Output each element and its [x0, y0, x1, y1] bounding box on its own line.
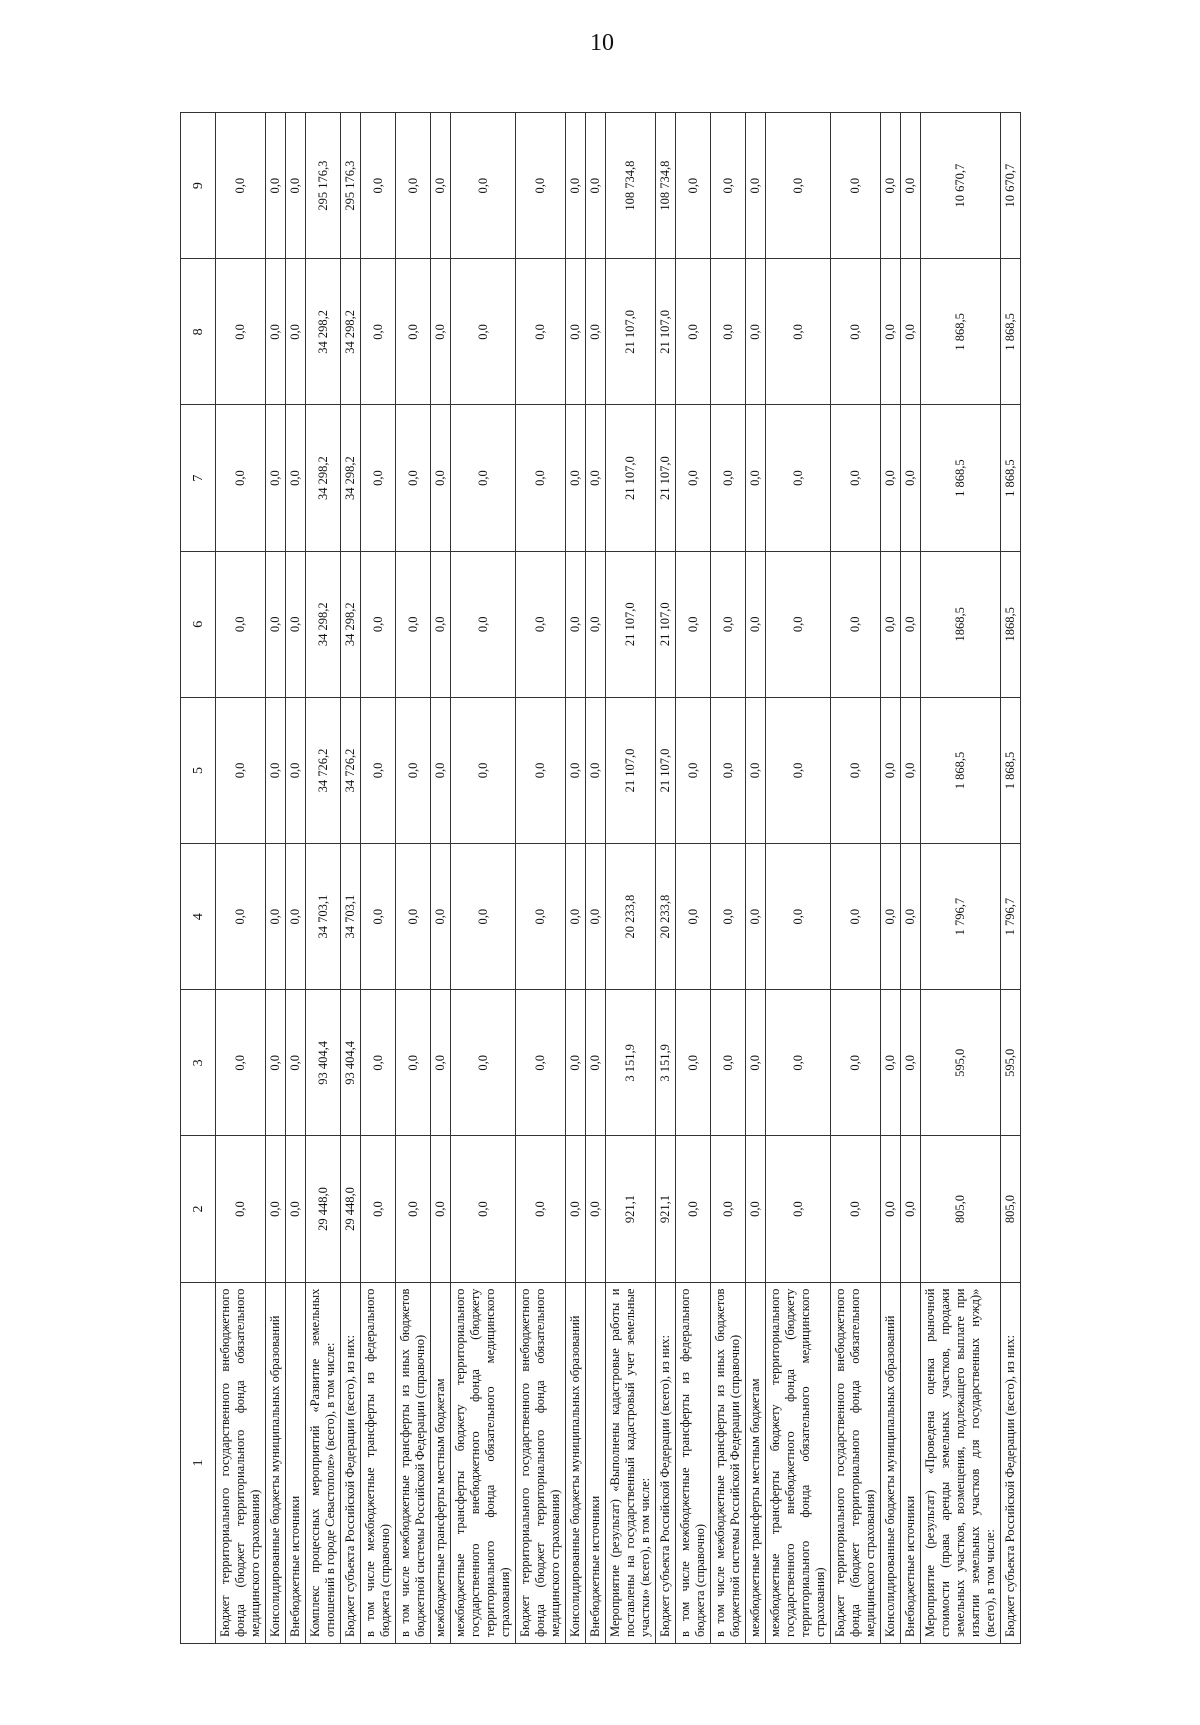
cell-value: 0,0 — [361, 551, 396, 697]
cell-value: 0,0 — [676, 990, 711, 1136]
column-header: 2 — [181, 1136, 216, 1282]
cell-value: 108 734,8 — [606, 113, 656, 259]
cell-value: 0,0 — [566, 990, 586, 1136]
cell-value: 3 151,9 — [656, 990, 676, 1136]
cell-value: 0,0 — [361, 405, 396, 551]
cell-value: 0,0 — [881, 113, 901, 259]
table-row — [286, 113, 306, 1644]
cell-value: 1 868,5 — [921, 697, 1001, 843]
cell-value: 0,0 — [831, 259, 881, 405]
cell-value: 0,0 — [216, 1136, 266, 1282]
cell-value: 0,0 — [711, 405, 746, 551]
cell-value: 93 404,4 — [341, 990, 361, 1136]
table-row — [566, 113, 586, 1644]
cell-value: 0,0 — [566, 844, 586, 990]
cell-value: 21 107,0 — [606, 259, 656, 405]
table-row — [881, 113, 901, 1644]
cell-value: 0,0 — [901, 990, 921, 1136]
cell-value: 0,0 — [586, 697, 606, 843]
cell-value: 0,0 — [901, 697, 921, 843]
cell-value: 0,0 — [396, 551, 431, 697]
cell-value: 34 298,2 — [306, 551, 341, 697]
row-label: Бюджет территориального государственного внебюджетного фонда (бюджет территориального фонда обязательного медицинского страхования) — [516, 1282, 566, 1643]
table-row — [341, 113, 361, 1644]
row-label: в том числе межбюджетные трансферты из иных бюджетов бюджетной системы Российской Федерации (справочно) — [711, 1282, 746, 1643]
cell-value: 0,0 — [766, 113, 831, 259]
cell-value: 0,0 — [216, 405, 266, 551]
cell-value: 0,0 — [901, 259, 921, 405]
cell-value: 0,0 — [831, 405, 881, 551]
cell-value: 0,0 — [286, 259, 306, 405]
cell-value: 0,0 — [901, 113, 921, 259]
row-label: межбюджетные трансферты местным бюджетам — [746, 1282, 766, 1643]
table-row — [676, 113, 711, 1644]
row-label: Бюджет субъекта Российской Федерации (всего), из них: — [656, 1282, 676, 1643]
cell-value: 0,0 — [516, 1136, 566, 1282]
cell-value: 0,0 — [766, 990, 831, 1136]
cell-value: 0,0 — [586, 551, 606, 697]
cell-value: 0,0 — [361, 697, 396, 843]
cell-value: 108 734,8 — [656, 113, 676, 259]
cell-value: 0,0 — [746, 551, 766, 697]
cell-value: 0,0 — [266, 990, 286, 1136]
cell-value: 0,0 — [396, 1136, 431, 1282]
cell-value: 0,0 — [746, 697, 766, 843]
cell-value: 0,0 — [746, 1136, 766, 1282]
cell-value: 0,0 — [711, 113, 746, 259]
table-row — [831, 113, 881, 1644]
table-row — [656, 113, 676, 1644]
cell-value: 20 233,8 — [656, 844, 676, 990]
cell-value: 0,0 — [586, 990, 606, 1136]
table-row — [711, 113, 746, 1644]
cell-value: 0,0 — [286, 844, 306, 990]
cell-value: 805,0 — [921, 1136, 1001, 1282]
table-row — [306, 113, 341, 1644]
cell-value: 0,0 — [711, 259, 746, 405]
table-row — [766, 113, 831, 1644]
cell-value: 595,0 — [1001, 990, 1021, 1136]
row-label: межбюджетные трансферты бюджету территориального государственного внебюджетного фонда (бюджету территориального фонда обязательного медицинского страхования) — [766, 1282, 831, 1643]
cell-value: 0,0 — [586, 113, 606, 259]
cell-value: 0,0 — [676, 697, 711, 843]
cell-value: 0,0 — [676, 551, 711, 697]
table-row — [901, 113, 921, 1644]
cell-value: 0,0 — [396, 844, 431, 990]
cell-value: 34 298,2 — [306, 405, 341, 551]
cell-value: 1 868,5 — [1001, 259, 1021, 405]
cell-value: 0,0 — [451, 551, 516, 697]
cell-value: 0,0 — [831, 844, 881, 990]
column-header: 5 — [181, 697, 216, 843]
cell-value: 0,0 — [216, 259, 266, 405]
row-label: Бюджет субъекта Российской Федерации (всего), из них: — [341, 1282, 361, 1643]
row-label: Консолидированные бюджеты муниципальных образований — [881, 1282, 901, 1643]
row-label: Бюджет субъекта Российской Федерации (всего), из них: — [1001, 1282, 1021, 1643]
cell-value: 1 868,5 — [1001, 697, 1021, 843]
cell-value: 0,0 — [566, 1136, 586, 1282]
cell-value: 0,0 — [711, 990, 746, 1136]
row-label: Консолидированные бюджеты муниципальных образований — [566, 1282, 586, 1643]
cell-value: 0,0 — [566, 697, 586, 843]
cell-value: 595,0 — [921, 990, 1001, 1136]
cell-value: 921,1 — [606, 1136, 656, 1282]
cell-value: 0,0 — [396, 405, 431, 551]
cell-value: 0,0 — [766, 259, 831, 405]
cell-value: 0,0 — [396, 990, 431, 1136]
cell-value: 0,0 — [901, 844, 921, 990]
cell-value: 0,0 — [566, 113, 586, 259]
table-row — [266, 113, 286, 1644]
table-body — [216, 113, 1021, 1644]
cell-value: 0,0 — [881, 551, 901, 697]
cell-value: 0,0 — [361, 113, 396, 259]
cell-value: 29 448,0 — [341, 1136, 361, 1282]
cell-value: 1 868,5 — [1001, 405, 1021, 551]
cell-value: 0,0 — [516, 844, 566, 990]
cell-value: 0,0 — [676, 259, 711, 405]
cell-value: 0,0 — [216, 113, 266, 259]
cell-value: 0,0 — [881, 844, 901, 990]
cell-value: 0,0 — [766, 551, 831, 697]
cell-value: 0,0 — [451, 1136, 516, 1282]
cell-value: 0,0 — [451, 844, 516, 990]
cell-value: 29 448,0 — [306, 1136, 341, 1282]
table-row — [451, 113, 516, 1644]
cell-value: 0,0 — [451, 259, 516, 405]
cell-value: 21 107,0 — [656, 551, 676, 697]
row-label: Комплекс процессных мероприятий «Развитие земельных отношений в городе Севастополе» (всего), в том числе: — [306, 1282, 341, 1643]
cell-value: 0,0 — [451, 990, 516, 1136]
cell-value: 93 404,4 — [306, 990, 341, 1136]
cell-value: 0,0 — [881, 697, 901, 843]
cell-value: 0,0 — [566, 259, 586, 405]
cell-value: 0,0 — [831, 990, 881, 1136]
cell-value: 0,0 — [516, 405, 566, 551]
row-label: Консолидированные бюджеты муниципальных образований — [266, 1282, 286, 1643]
cell-value: 34 703,1 — [341, 844, 361, 990]
cell-value: 34 298,2 — [341, 405, 361, 551]
cell-value: 805,0 — [1001, 1136, 1021, 1282]
cell-value: 0,0 — [286, 551, 306, 697]
cell-value: 0,0 — [396, 697, 431, 843]
cell-value: 0,0 — [901, 551, 921, 697]
cell-value: 0,0 — [746, 990, 766, 1136]
cell-value: 0,0 — [451, 405, 516, 551]
table-row — [1001, 113, 1021, 1644]
cell-value: 0,0 — [881, 990, 901, 1136]
cell-value: 0,0 — [901, 1136, 921, 1282]
row-label: в том числе межбюджетные трансферты из иных бюджетов бюджетной системы Российской Федерации (справочно) — [396, 1282, 431, 1643]
cell-value: 0,0 — [516, 113, 566, 259]
cell-value: 0,0 — [286, 697, 306, 843]
cell-value: 0,0 — [216, 990, 266, 1136]
column-header: 4 — [181, 844, 216, 990]
table-row — [606, 113, 656, 1644]
cell-value: 34 298,2 — [306, 259, 341, 405]
cell-value: 0,0 — [266, 844, 286, 990]
cell-value: 34 703,1 — [306, 844, 341, 990]
cell-value: 34 726,2 — [306, 697, 341, 843]
table-row — [746, 113, 766, 1644]
cell-value: 0,0 — [516, 697, 566, 843]
cell-value: 0,0 — [586, 1136, 606, 1282]
budget-table — [180, 112, 1021, 1644]
cell-value: 0,0 — [881, 405, 901, 551]
cell-value: 21 107,0 — [656, 259, 676, 405]
cell-value: 0,0 — [711, 1136, 746, 1282]
column-header: 9 — [181, 113, 216, 259]
cell-value: 0,0 — [711, 551, 746, 697]
cell-value: 0,0 — [286, 405, 306, 551]
cell-value: 0,0 — [286, 990, 306, 1136]
page-number: 10 — [590, 30, 614, 56]
cell-value: 0,0 — [431, 405, 451, 551]
cell-value: 0,0 — [216, 697, 266, 843]
cell-value: 0,0 — [831, 697, 881, 843]
cell-value: 0,0 — [361, 844, 396, 990]
cell-value: 0,0 — [451, 697, 516, 843]
cell-value: 0,0 — [396, 259, 431, 405]
cell-value: 0,0 — [266, 551, 286, 697]
cell-value: 0,0 — [361, 990, 396, 1136]
cell-value: 295 176,3 — [341, 113, 361, 259]
cell-value: 0,0 — [766, 844, 831, 990]
cell-value: 0,0 — [266, 405, 286, 551]
cell-value: 0,0 — [881, 259, 901, 405]
cell-value: 0,0 — [586, 405, 606, 551]
cell-value: 21 107,0 — [606, 697, 656, 843]
cell-value: 1868,5 — [1001, 551, 1021, 697]
cell-value: 0,0 — [676, 113, 711, 259]
cell-value: 0,0 — [586, 259, 606, 405]
cell-value: 1 796,7 — [1001, 844, 1021, 990]
cell-value: 34 298,2 — [341, 259, 361, 405]
cell-value: 0,0 — [746, 405, 766, 551]
row-label: Мероприятие (результат) «Выполнены кадастровые работы и поставлены на государственный кадастровый учет земельные участки» (всего), в том числе: — [606, 1282, 656, 1643]
row-label: в том числе межбюджетные трансферты из федерального бюджета (справочно) — [361, 1282, 396, 1643]
cell-value: 0,0 — [516, 259, 566, 405]
table-row — [921, 113, 1001, 1644]
cell-value: 0,0 — [516, 551, 566, 697]
cell-value: 0,0 — [396, 113, 431, 259]
table-row — [216, 113, 266, 1644]
cell-value: 0,0 — [586, 844, 606, 990]
cell-value: 0,0 — [566, 405, 586, 551]
cell-value: 1 868,5 — [921, 259, 1001, 405]
cell-value: 0,0 — [676, 844, 711, 990]
rotated-table-frame — [180, 112, 1200, 1644]
cell-value: 0,0 — [431, 697, 451, 843]
column-header: 3 — [181, 990, 216, 1136]
row-label: Бюджет территориального государственного внебюджетного фонда (бюджет территориального фонда обязательного медицинского страхования) — [831, 1282, 881, 1643]
column-header: 8 — [181, 259, 216, 405]
cell-value: 10 670,7 — [1001, 113, 1021, 259]
cell-value: 0,0 — [746, 259, 766, 405]
table-row — [516, 113, 566, 1644]
row-label: Мероприятие (результат) «Проведена оценка рыночной стоимости (права аренды земельных участков, продажи земельных участков, возмещения, подлежащего выплате при изъятии земельных участков для государственных нужд)» (всего), в том числе: — [921, 1282, 1001, 1643]
cell-value: 3 151,9 — [606, 990, 656, 1136]
table-row — [586, 113, 606, 1644]
cell-value: 0,0 — [266, 113, 286, 259]
cell-value: 0,0 — [286, 1136, 306, 1282]
cell-value: 0,0 — [676, 1136, 711, 1282]
column-header: 6 — [181, 551, 216, 697]
cell-value: 21 107,0 — [656, 405, 676, 551]
cell-value: 21 107,0 — [606, 551, 656, 697]
column-header: 1 — [181, 1282, 216, 1643]
table-row — [361, 113, 396, 1644]
row-label: Внебюджетные источники — [286, 1282, 306, 1643]
cell-value: 0,0 — [431, 1136, 451, 1282]
cell-value: 0,0 — [286, 113, 306, 259]
cell-value: 0,0 — [431, 259, 451, 405]
cell-value: 0,0 — [766, 697, 831, 843]
cell-value: 0,0 — [766, 1136, 831, 1282]
cell-value: 0,0 — [711, 697, 746, 843]
cell-value: 0,0 — [881, 1136, 901, 1282]
table-header-row — [181, 113, 216, 1644]
cell-value: 0,0 — [361, 259, 396, 405]
cell-value: 0,0 — [766, 405, 831, 551]
cell-value: 34 298,2 — [341, 551, 361, 697]
table-row — [431, 113, 451, 1644]
cell-value: 21 107,0 — [606, 405, 656, 551]
row-label: Внебюджетные источники — [586, 1282, 606, 1643]
cell-value: 20 233,8 — [606, 844, 656, 990]
cell-value: 0,0 — [901, 405, 921, 551]
cell-value: 0,0 — [361, 1136, 396, 1282]
cell-value: 0,0 — [566, 551, 586, 697]
cell-value: 0,0 — [746, 844, 766, 990]
cell-value: 0,0 — [431, 551, 451, 697]
cell-value: 0,0 — [266, 697, 286, 843]
cell-value: 1868,5 — [921, 551, 1001, 697]
column-header: 7 — [181, 405, 216, 551]
cell-value: 0,0 — [711, 844, 746, 990]
cell-value: 0,0 — [431, 990, 451, 1136]
cell-value: 1 868,5 — [921, 405, 1001, 551]
cell-value: 921,1 — [656, 1136, 676, 1282]
row-label: Внебюджетные источники — [901, 1282, 921, 1643]
cell-value: 0,0 — [746, 113, 766, 259]
cell-value: 0,0 — [431, 113, 451, 259]
row-label: межбюджетные трансферты местным бюджетам — [431, 1282, 451, 1643]
cell-value: 0,0 — [516, 990, 566, 1136]
cell-value: 0,0 — [831, 551, 881, 697]
cell-value: 34 726,2 — [341, 697, 361, 843]
row-label: Бюджет территориального государственного внебюджетного фонда (бюджет территориального фонда обязательного медицинского страхования) — [216, 1282, 266, 1643]
cell-value: 0,0 — [266, 1136, 286, 1282]
row-label: межбюджетные трансферты бюджету территориального государственного внебюджетного фонда (бюджету территориального фонда обязательного медицинского страхования) — [451, 1282, 516, 1643]
cell-value: 0,0 — [451, 113, 516, 259]
cell-value: 0,0 — [216, 551, 266, 697]
cell-value: 0,0 — [831, 1136, 881, 1282]
cell-value: 1 796,7 — [921, 844, 1001, 990]
row-label: в том числе межбюджетные трансферты из федерального бюджета (справочно) — [676, 1282, 711, 1643]
cell-value: 295 176,3 — [306, 113, 341, 259]
cell-value: 0,0 — [431, 844, 451, 990]
cell-value: 0,0 — [831, 113, 881, 259]
cell-value: 0,0 — [216, 844, 266, 990]
cell-value: 0,0 — [266, 259, 286, 405]
table-row — [396, 113, 431, 1644]
cell-value: 10 670,7 — [921, 113, 1001, 259]
cell-value: 0,0 — [676, 405, 711, 551]
cell-value: 21 107,0 — [656, 697, 676, 843]
